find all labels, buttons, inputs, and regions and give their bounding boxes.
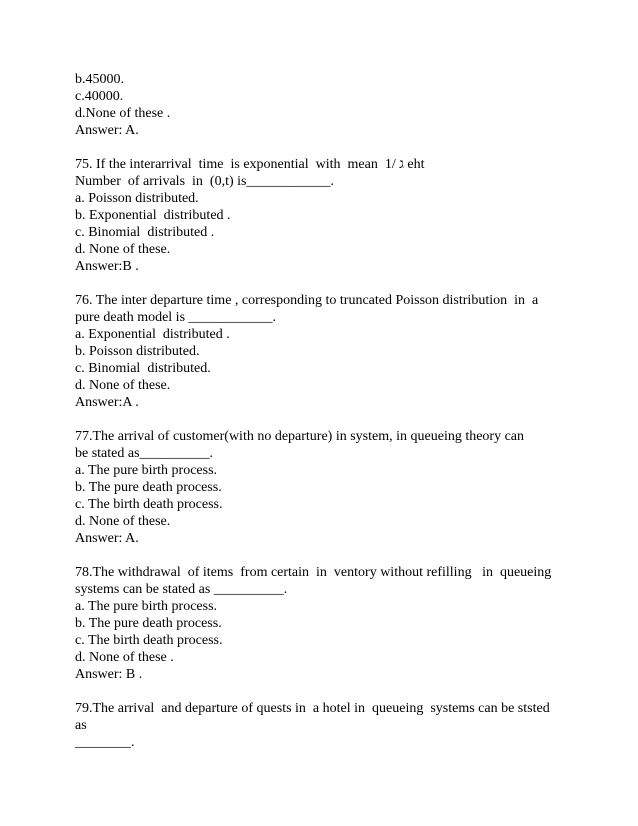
option-b: b. Poisson distributed. bbox=[75, 344, 200, 359]
question-77 bbox=[75, 428, 570, 547]
question-text: as bbox=[75, 718, 87, 733]
option-c: c.40000. bbox=[75, 89, 124, 104]
option-a: a. Exponential distributed . bbox=[75, 327, 230, 342]
option-a: a. The pure birth process. bbox=[75, 463, 218, 478]
spacer bbox=[75, 275, 570, 292]
question-76 bbox=[75, 292, 570, 411]
question-text: 75. If the interarrival time is exponential with mean 1/ ג eht bbox=[75, 157, 425, 172]
option-a: a. The pure birth process. bbox=[75, 599, 218, 614]
question-text: 77.The arrival of customer(with no departure) in system, in queueing theory can bbox=[75, 429, 525, 444]
option-b: b. The pure death process. bbox=[75, 616, 222, 631]
spacer bbox=[75, 547, 570, 564]
answer: Answer: A. bbox=[75, 123, 139, 138]
question-79 bbox=[75, 700, 570, 751]
option-d: d. None of these. bbox=[75, 514, 171, 529]
option-d: d.None of these . bbox=[75, 106, 171, 121]
question-text: pure death model is ____________. bbox=[75, 310, 277, 325]
question-text: 79.The arrival and departure of quests in a hotel in queueing systems can be ststed bbox=[75, 701, 550, 716]
spacer bbox=[75, 683, 570, 700]
question-text: ________. bbox=[75, 735, 135, 750]
option-d: d. None of these. bbox=[75, 378, 171, 393]
option-b: b. Exponential distributed . bbox=[75, 208, 231, 223]
document-page bbox=[75, 71, 570, 751]
answer: Answer: A. bbox=[75, 531, 139, 546]
option-d: d. None of these. bbox=[75, 242, 171, 257]
option-c: c. The birth death process. bbox=[75, 497, 223, 512]
answer: Answer: B . bbox=[75, 667, 143, 682]
question-text: Number of arrivals in (0,t) is____________. bbox=[75, 174, 334, 189]
spacer bbox=[75, 139, 570, 156]
previous-question-fragment bbox=[75, 71, 570, 139]
question-text: 78.The withdrawal of items from certain in ventory without refilling in queueing bbox=[75, 565, 552, 580]
option-a: a. Poisson distributed. bbox=[75, 191, 199, 206]
question-75 bbox=[75, 156, 570, 275]
option-b: b. The pure death process. bbox=[75, 480, 222, 495]
option-b: b.45000. bbox=[75, 72, 124, 87]
option-c: c. Binomial distributed . bbox=[75, 225, 215, 240]
option-c: c. The birth death process. bbox=[75, 633, 223, 648]
answer: Answer:B . bbox=[75, 259, 139, 274]
question-text: 76. The inter departure time , corresponding to truncated Poisson distribution in a bbox=[75, 293, 539, 308]
question-78 bbox=[75, 564, 570, 683]
question-text: systems can be stated as __________. bbox=[75, 582, 288, 597]
option-c: c. Binomial distributed. bbox=[75, 361, 211, 376]
answer: Answer:A . bbox=[75, 395, 139, 410]
option-d: d. None of these . bbox=[75, 650, 174, 665]
question-text: be stated as__________. bbox=[75, 446, 214, 461]
spacer bbox=[75, 411, 570, 428]
